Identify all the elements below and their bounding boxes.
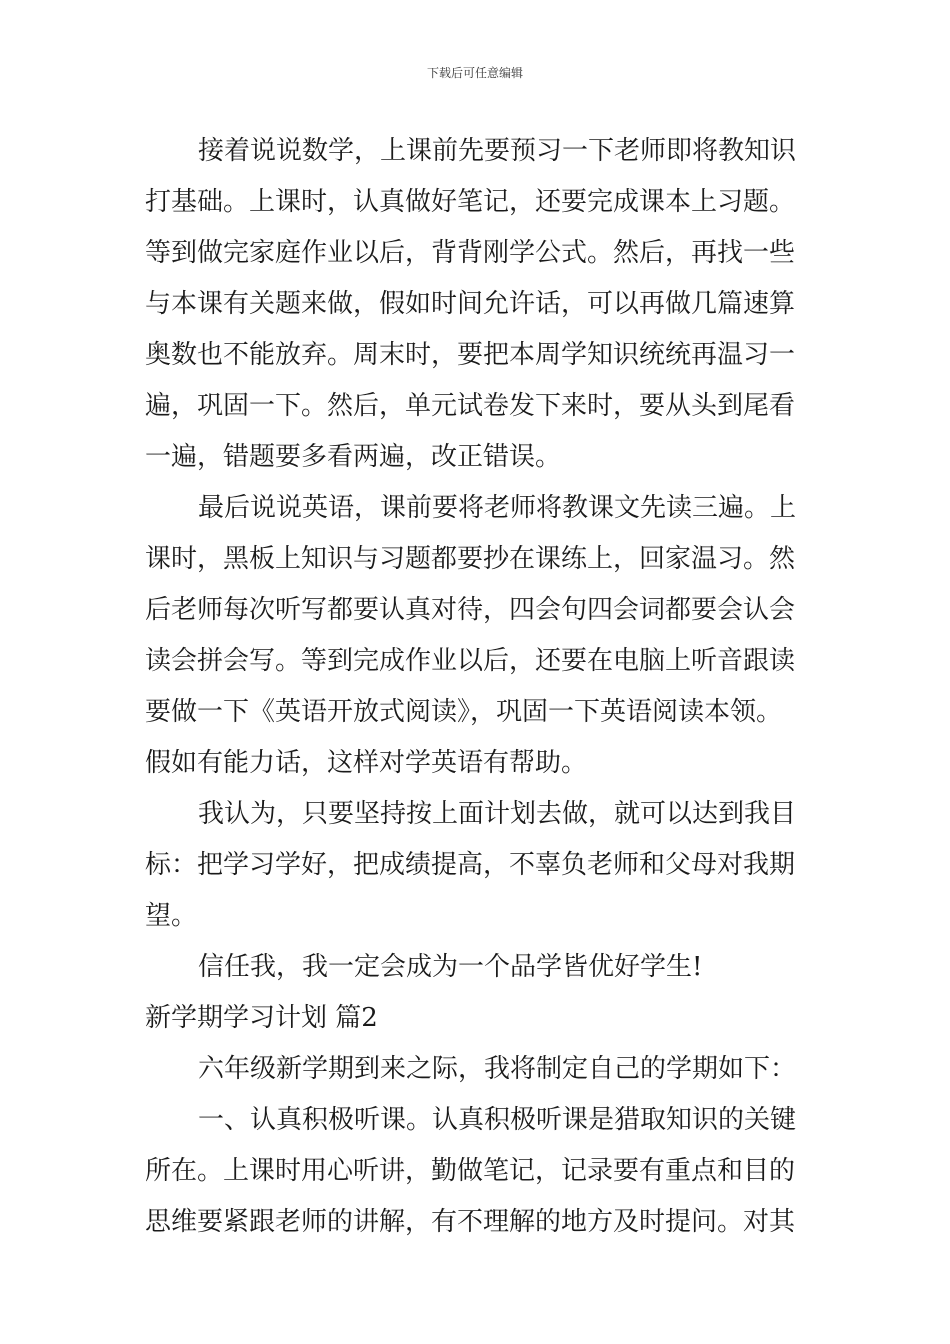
paragraph-line: 一遍，错题要多看两遍，改正错误。 [145,442,562,472]
paragraph-line: 等到做完家庭作业以后，背背刚学公式。然后，再找一些 [145,238,796,268]
paragraph-line: 接着说说数学，上课前先要预习一下老师即将教知识 [198,136,797,166]
paragraph-line: 信任我，我一定会成为一个品学皆优好学生! [198,952,703,982]
page-header: 下载后可任意编辑 [426,66,523,80]
document-body [145,126,807,1248]
paragraph-line: 标：把学习学好，把成绩提高，不辜负老师和父母对我期 [145,850,796,880]
section-heading: 新学期学习计划 篇2 [145,1003,378,1033]
paragraph-line: 最后说说英语，课前要将老师将教课文先读三遍。上 [198,493,797,523]
paragraph-line: 望。 [145,901,198,931]
paragraph-line: 课时，黑板上知识与习题都要抄在课练上，回家温习。然 [145,544,796,574]
paragraph-line: 与本课有关题来做，假如时间允许话，可以再做几篇速算 [145,289,796,319]
paragraph-line: 一、认真积极听课。认真积极听课是猎取知识的关键 [198,1105,797,1135]
paragraph-line: 奥数也不能放弃。周末时，要把本周学知识统统再温习一 [145,340,796,370]
paragraph-line: 打基础。上课时，认真做好笔记，还要完成课本上习题。 [145,187,796,217]
paragraph-line: 后老师每次听写都要认真对待，四会句四会词都要会认会 [145,595,796,625]
paragraph-line: 思维要紧跟老师的讲解，有不理解的地方及时提问。对其 [145,1207,796,1237]
paragraph-line: 六年级新学期到来之际，我将制定自己的学期如下： [198,1054,797,1084]
paragraph-line: 我认为，只要坚持按上面计划去做，就可以达到我目 [198,799,797,829]
paragraph-line: 要做一下《英语开放式阅读》，巩固一下英语阅读本领。 [145,697,783,727]
paragraph-line: 所在。上课时用心听讲，勤做笔记，记录要有重点和目的 [145,1156,796,1186]
paragraph-line: 读会拼会写。等到完成作业以后，还要在电脑上听音跟读 [145,646,796,676]
paragraph-line: 假如有能力话，这样对学英语有帮助。 [145,748,588,778]
paragraph-line: 遍，巩固一下。然后，单元试卷发下来时，要从头到尾看 [145,391,796,421]
